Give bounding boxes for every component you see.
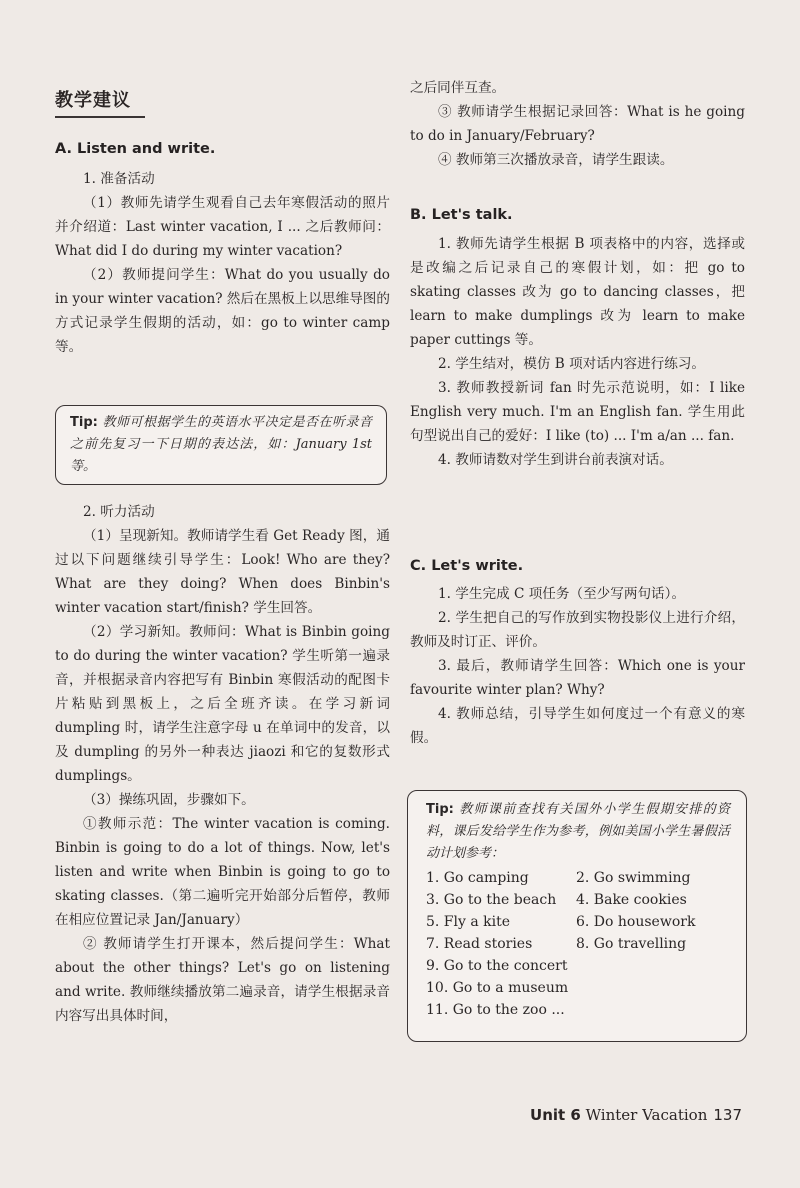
list-item: 10. Go to a museum <box>426 980 569 996</box>
paragraph: 2. 听力活动 <box>83 504 155 520</box>
section-c-title: C. Let's write. <box>410 558 524 574</box>
page-number: 137 <box>713 1106 742 1124</box>
tip-box-dates <box>55 405 387 485</box>
tip-label: Tip: <box>70 415 98 430</box>
list-item: 11. Go to the zoo ... <box>426 1002 565 1018</box>
paragraph: 3. 最后，教师请学生回答：Which one is your favourite winter plan? Why? <box>410 658 745 698</box>
section-a-title: A. Listen and write. <box>55 141 216 157</box>
tip-text: 教师课前查找有关国外小学生假期安排的资料，课后发给学生作为参考，例如美国小学生暑假活动计划参考： <box>426 802 730 861</box>
paragraph: （3）操练巩固，步骤如下。 <box>83 792 255 808</box>
paragraph: （2）教师提问学生：What do you usually do in your winter vacation? 然后在黑板上以思维导图的方式记录学生假期的活动，如：go to winter camp 等。 <box>55 267 390 355</box>
list-item: 2. Go swimming <box>576 870 691 886</box>
list-item: 4. Bake cookies <box>576 892 687 908</box>
list-item: 1. Go camping <box>426 870 529 886</box>
paragraph: （1）呈现新知。教师请学生看 Get Ready 图，通过以下问题继续引导学生：Look! Who are they? What are they doing? When does Binbin's winter vacation start/finish? 学生回答。 <box>55 528 390 616</box>
paragraph: 4. 教师请数对学生到讲台前表演对话。 <box>438 452 673 468</box>
list-item: 7. Read stories <box>426 936 533 952</box>
tip-label: Tip: <box>426 802 454 817</box>
paragraph: ② 教师请学生打开课本，然后提问学生：What about the other things? Let's go on listening and write. 教师继续播放第二遍录音，请学生根据录音内容写出具体时间， <box>55 936 390 1024</box>
page-heading: 教学建议 <box>55 86 145 118</box>
paragraph: （2）学习新知。教师问：What is Binbin going to do during the winter vacation? 学生听第一遍录音，并根据录音内容把写有 Binbin 寒假活动的配图卡片粘贴到黑板上，之后全班齐读。在学习新词 dumpling 时，请学生注意字母 u 在单词中的发音，以及 dumpling 的另外一种表达 jiaozi 和它的复数形式 dumplings。 <box>55 624 390 784</box>
paragraph: 之后同伴互查。 <box>410 80 506 96</box>
list-item: 5. Fly a kite <box>426 914 511 930</box>
paragraph: （1）教师先请学生观看自己去年寒假活动的照片并介绍道：Last winter vacation, I ... 之后教师问：What did I do during my winter vacation? <box>55 195 390 259</box>
activity-list-extra <box>426 955 730 1021</box>
unit-title: Winter Vacation <box>580 1106 708 1124</box>
paragraph: 1. 教师先请学生根据 B 项表格中的内容，选择或是改编之后记录自己的寒假计划，如：把 go to skating classes 改为 go to dancing classes，把 learn to make dumplings 改为 learn to make paper cuttings 等。 <box>410 236 745 348</box>
page-footer <box>530 1106 742 1124</box>
paragraph: 1. 准备活动 <box>83 171 155 187</box>
list-item: 9. Go to the concert <box>426 958 568 974</box>
list-item: 8. Go travelling <box>576 936 687 952</box>
activity-list <box>426 867 730 955</box>
paragraph: ①教师示范：The winter vacation is coming. Binbin is going to do a lot of things. Now, let's listen and write when Binbin is going to go to skating classes.（第二遍听完开始部分后暂停，教师在相应位置记录 Jan/January） <box>55 816 390 928</box>
tip-box-activities <box>407 790 747 1042</box>
paragraph: 1. 学生完成 C 项任务（至少写两句话）。 <box>438 586 686 602</box>
paragraph: 2. 学生把自己的写作放到实物投影仪上进行介绍，教师及时订正、评价。 <box>410 610 745 650</box>
paragraph: 3. 教师教授新词 fan 时先示范说明，如：I like English very much. I'm an English fan. 学生用此句型说出自己的爱好：I like (to) ... I'm a/an ... fan. <box>410 380 745 444</box>
paragraph: 4. 教师总结，引导学生如何度过一个有意义的寒假。 <box>410 706 745 746</box>
paragraph: 2. 学生结对，模仿 B 项对话内容进行练习。 <box>438 356 706 372</box>
list-item: 3. Go to the beach <box>426 892 557 908</box>
paragraph: ④ 教师第三次播放录音，请学生跟读。 <box>438 152 674 168</box>
unit-label: Unit 6 <box>530 1106 581 1124</box>
paragraph: ③ 教师请学生根据记录回答：What is he going to do in January/February? <box>410 104 745 144</box>
section-b-title: B. Let's talk. <box>410 207 513 223</box>
list-item: 6. Do housework <box>576 914 696 930</box>
tip-text: 教师可根据学生的英语水平决定是否在听录音之前先复习一下日期的表达法，如：January 1st 等。 <box>70 415 372 474</box>
